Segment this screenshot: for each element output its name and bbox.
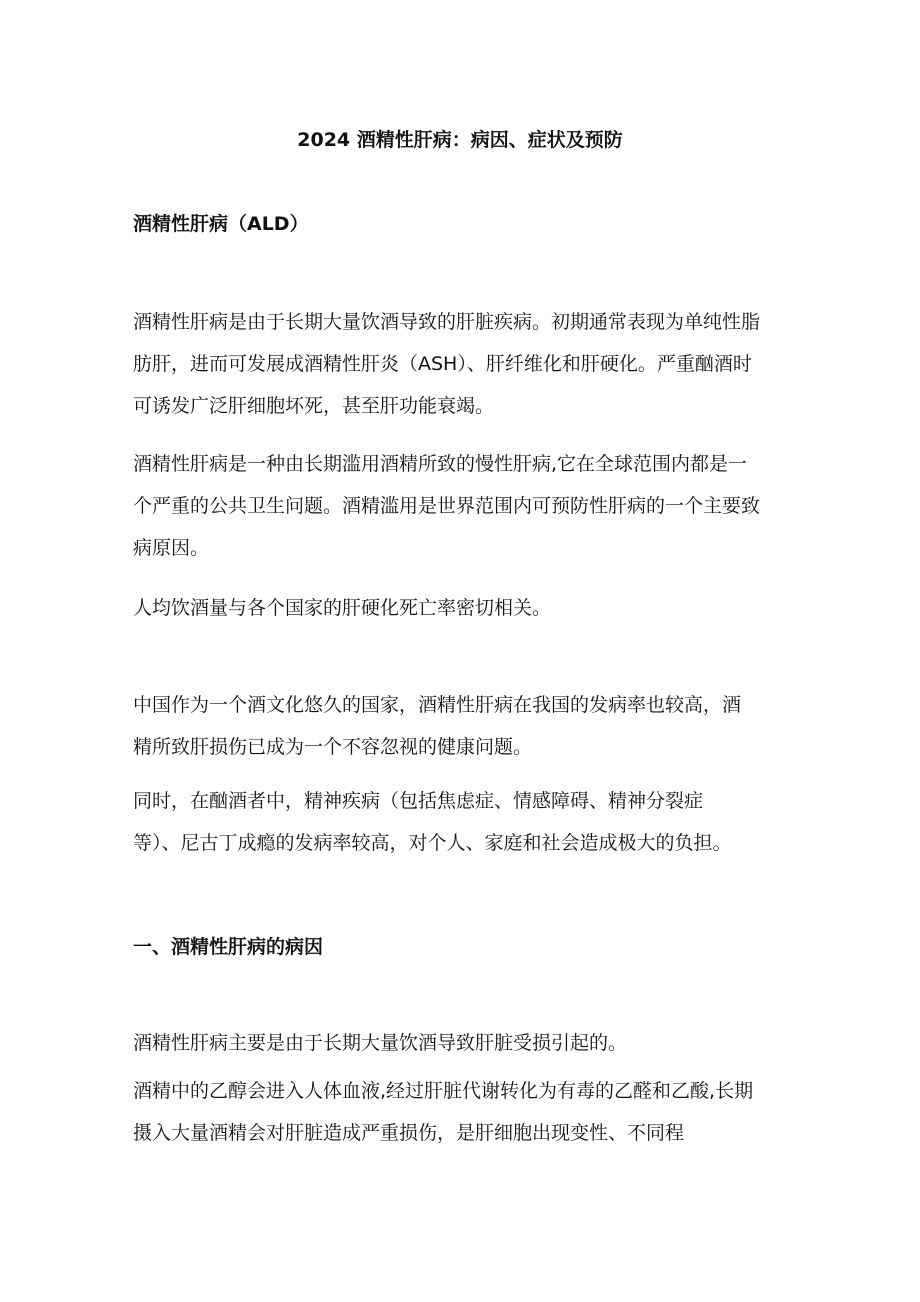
paragraph-chronic (133, 443, 798, 569)
paragraph-line: 同时，在酗酒者中，精神疾病（包括焦虑症、情感障碍、精神分裂症 (133, 790, 704, 812)
heading-ald: 酒精性肝病（ALD） (133, 213, 309, 235)
paragraph-line: 病原因。 (133, 537, 210, 559)
paragraph-comorbidity (133, 780, 798, 864)
paragraph-line: 可诱发广泛肝细胞坏死，甚至肝功能衰竭。 (133, 395, 495, 417)
paragraph-consumption (133, 587, 798, 629)
paragraph-line: 酒精中的乙醇会进入人体血液,经过肝脏代谢转化为有毒的乙醛和乙酸,长期 (133, 1080, 754, 1102)
paragraph-line: 肪肝，进而可发展成酒精性肝炎（ASH）、肝纤维化和肝硬化。严重酗酒时 (133, 353, 752, 375)
paragraph-definition (133, 301, 798, 427)
paragraph-line: 中国作为一个酒文化悠久的国家，酒精性肝病在我国的发病率也较高，酒 (133, 694, 742, 716)
paragraph-ethanol (133, 1070, 798, 1154)
paragraph-line: 摄入大量酒精会对肝脏造成严重损伤，是肝细胞出现变性、不同程 (133, 1122, 685, 1144)
paragraph-china (133, 684, 798, 768)
paragraph-line: 精所致肝损伤已成为一个不容忽视的健康问题。 (133, 736, 533, 758)
paragraph-line: 个严重的公共卫生问题。酒精滥用是世界范围内可预防性肝病的一个主要致 (133, 495, 761, 517)
paragraph-line: 酒精性肝病是一种由长期滥用酒精所致的慢性肝病,它在全球范围内都是一 (133, 453, 748, 475)
paragraph-line: 等）、尼古丁成瘾的发病率较高，对个人、家庭和社会造成极大的负担。 (133, 832, 732, 854)
heading-causes: 一、酒精性肝病的病因 (133, 936, 324, 958)
paragraph-line: 人均饮酒量与各个国家的肝硬化死亡率密切相关。 (133, 597, 552, 619)
document-title: 2024 酒精性肝病：病因、症状及预防 (297, 129, 623, 151)
paragraph-line: 酒精性肝病是由于长期大量饮酒导致的肝脏疾病。初期通常表现为单纯性脂 (133, 311, 761, 333)
paragraph-cause-main (133, 1022, 798, 1064)
paragraph-line: 酒精性肝病主要是由于长期大量饮酒导致肝脏受损引起的。 (133, 1032, 628, 1054)
